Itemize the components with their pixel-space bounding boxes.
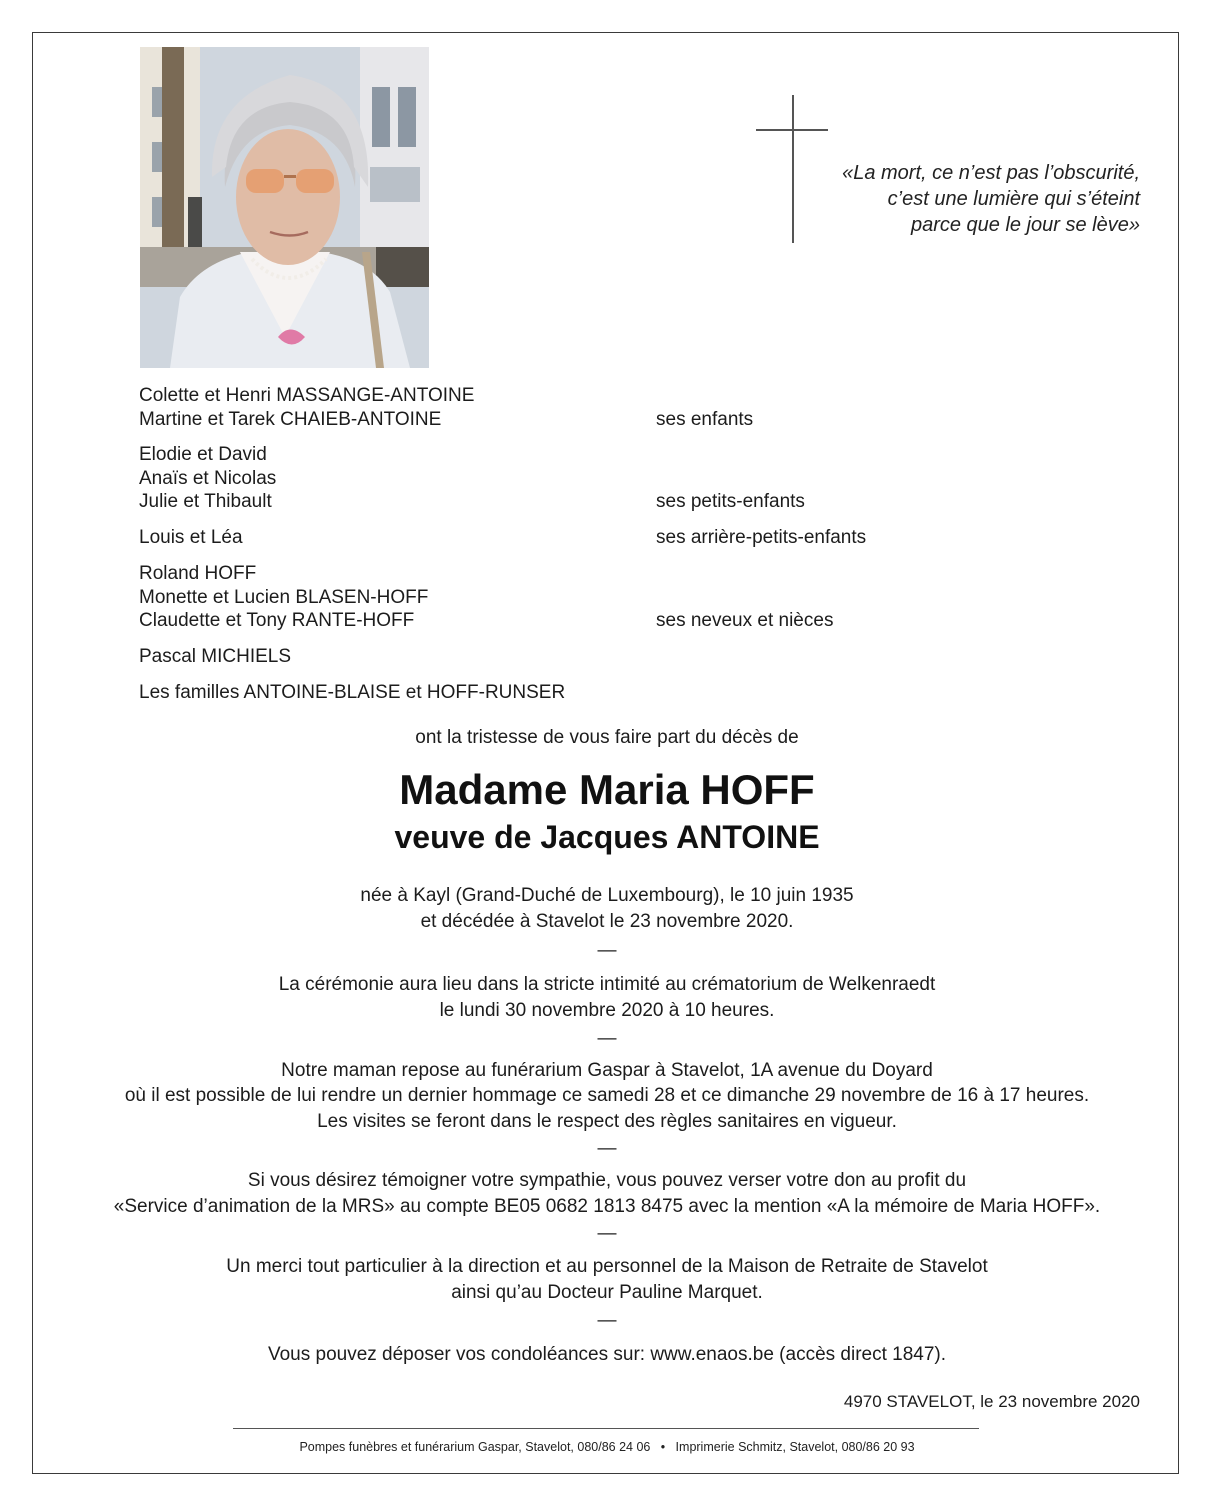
cross-icon xyxy=(792,95,794,243)
family-name: Roland HOFF xyxy=(139,563,257,584)
family-name: Colette et Henri MASSANGE-ANTOINE xyxy=(139,385,475,406)
family-name: Anaïs et Nicolas xyxy=(139,467,277,489)
birth-line: née à Kayl (Grand-Duché de Luxembourg), le 10 juin 1935 xyxy=(360,885,854,906)
family-name: Claudette et Tony RANTE-HOFF xyxy=(139,610,415,631)
announcement-text: ont la tristesse de vous faire part du décès de xyxy=(415,727,799,748)
family-relation: ses enfants xyxy=(656,408,754,430)
donation-line: «Service d’animation de la MRS» au compte BE05 0682 1813 8475 avec la mention «A la mémoire de Maria HOFF». xyxy=(113,1196,1101,1217)
family-name: Monette et Lucien BLASEN-HOFF xyxy=(139,586,429,608)
family-name: Les familles ANTOINE-BLAISE et HOFF-RUNSER xyxy=(139,682,566,703)
death-line: et décédée à Stavelot le 23 novembre 2020. xyxy=(420,911,794,932)
portrait-photo xyxy=(140,47,429,368)
separator: — xyxy=(597,1138,617,1159)
quote-line: parce que le jour se lève» xyxy=(910,214,1140,236)
separator: — xyxy=(597,1028,617,1049)
separator: — xyxy=(597,1223,617,1244)
epitaph-quote xyxy=(842,160,1140,238)
family-name: Louis et Léa xyxy=(139,527,243,548)
deceased-widow-of: veuve de Jacques ANTOINE xyxy=(394,819,820,855)
quote-line: «La mort, ce n’est pas l’obscurité, xyxy=(842,162,1140,184)
separator: — xyxy=(597,940,617,961)
family-name: Julie et Thibault xyxy=(139,491,272,512)
quote-line: c’est une lumière qui s’éteint xyxy=(887,188,1140,210)
separator: — xyxy=(597,1310,617,1331)
thanks-line: Un merci tout particulier à la direction et au personnel de la Maison de Retraite de Stavelot xyxy=(226,1256,988,1277)
footer-divider xyxy=(233,1428,979,1429)
visitation-line: Notre maman repose au funérarium Gaspar à Stavelot, 1A avenue du Doyard xyxy=(281,1060,933,1081)
visitation-line: Les visites se feront dans le respect des règles sanitaires en vigueur. xyxy=(317,1111,897,1132)
family-name: Martine et Tarek CHAIEB-ANTOINE xyxy=(139,408,442,430)
family-name: Elodie et David xyxy=(139,444,267,465)
family-relation: ses arrière-petits-enfants xyxy=(656,527,867,548)
ceremony-line: La cérémonie aura lieu dans la stricte intimité au crématorium de Welkenraedt xyxy=(278,974,936,995)
family-relation: ses petits-enfants xyxy=(656,491,805,512)
donation-line: Si vous désirez témoigner votre sympathie, vous pouvez verser votre don au profit du xyxy=(247,1170,967,1191)
visitation-line: où il est possible de lui rendre un dernier hommage ce samedi 28 et ce dimanche 29 novembre de 16 à 17 heures. xyxy=(124,1085,1090,1106)
place-date: 4970 STAVELOT, le 23 novembre 2020 xyxy=(843,1392,1140,1411)
footer-credits: Pompes funèbres et funérarium Gaspar, Stavelot, 080/86 24 06 • Imprimerie Schmitz, Stavelot, 080/86 20 93 xyxy=(299,1440,915,1454)
ceremony-line: le lundi 30 novembre 2020 à 10 heures. xyxy=(439,1000,775,1021)
family-name: Pascal MICHIELS xyxy=(139,646,292,667)
family-relation: ses neveux et nièces xyxy=(656,610,834,631)
thanks-line: ainsi qu’au Docteur Pauline Marquet. xyxy=(451,1282,763,1303)
cross-icon-bar xyxy=(756,129,828,131)
condolences-text: Vous pouvez déposer vos condoléances sur: www.enaos.be (accès direct 1847). xyxy=(267,1344,947,1365)
deceased-name: Madame Maria HOFF xyxy=(399,766,815,813)
